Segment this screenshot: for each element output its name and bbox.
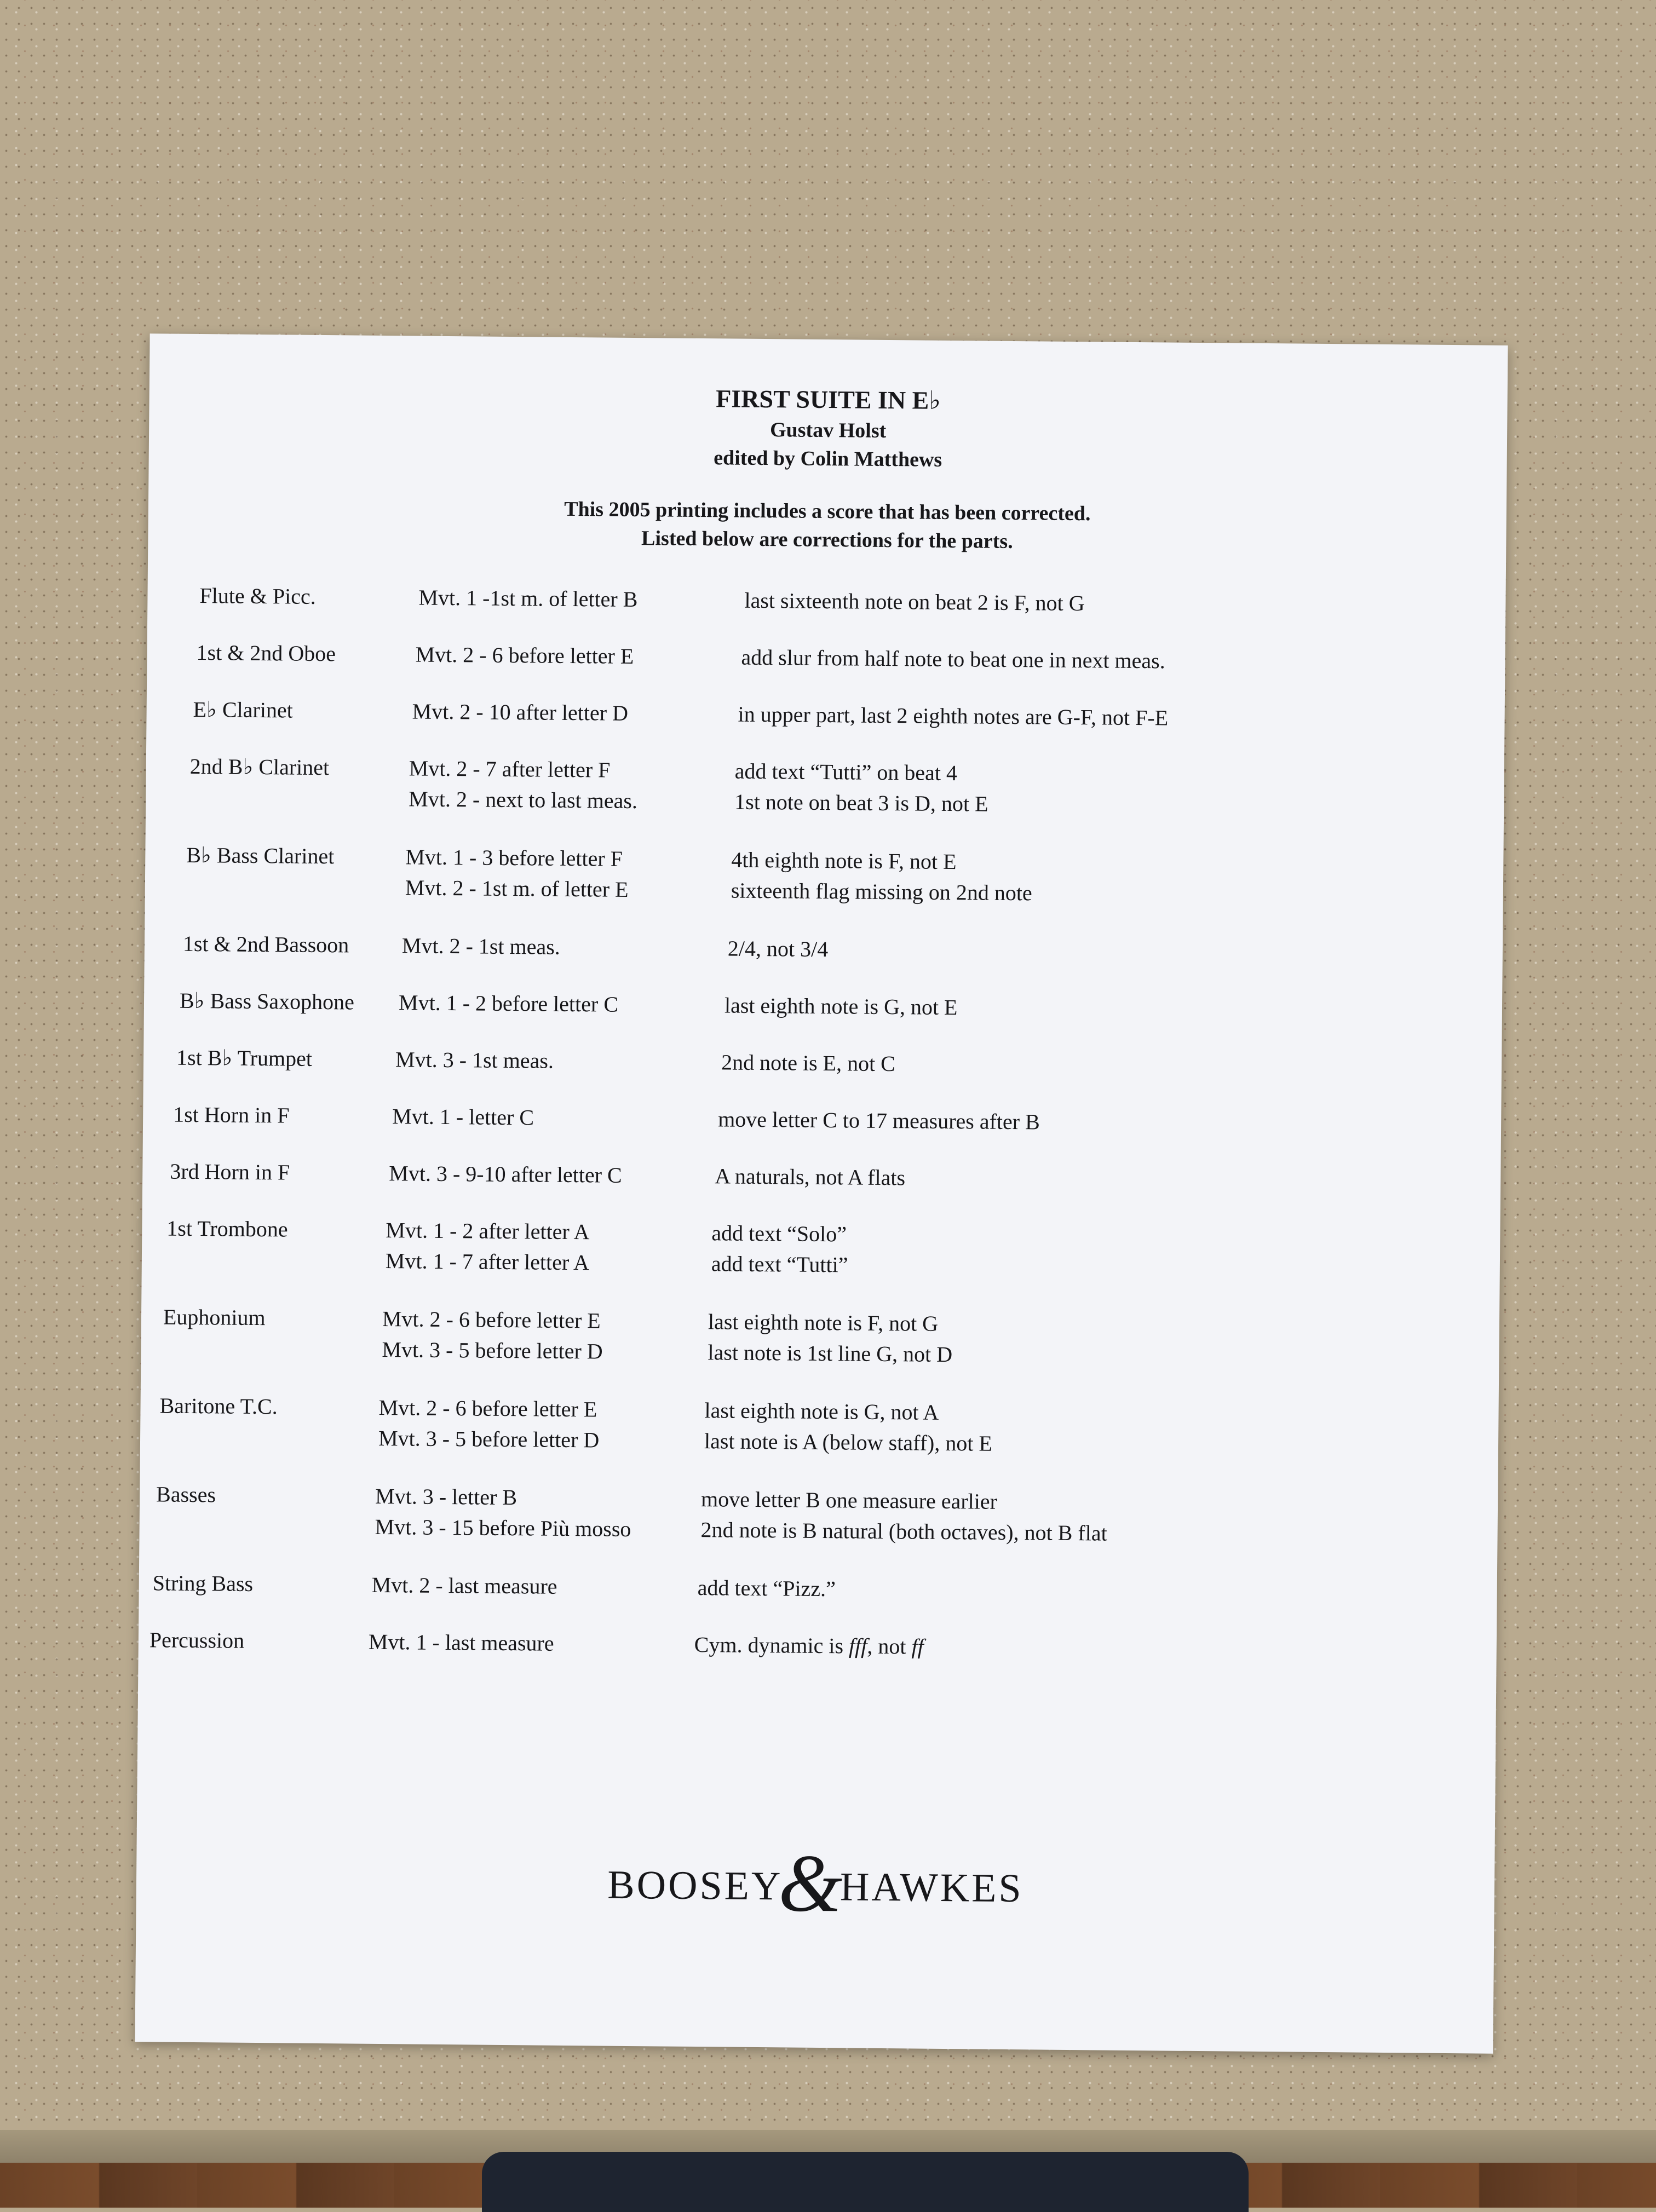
correction-cell — [694, 1629, 1439, 1667]
composer: Gustav Holst — [769, 418, 887, 442]
location-text: Mvt. 2 - 6 before letter E — [378, 1395, 597, 1422]
instrument-name: 1st & 2nd Oboe — [196, 640, 336, 666]
correction-text: 1st note on beat 3 is D, not E — [734, 789, 988, 816]
instrument-cell — [196, 637, 437, 670]
instrument-name: B♭ Bass Saxophone — [179, 988, 355, 1015]
table-row — [148, 580, 1506, 616]
table-row — [145, 928, 1503, 962]
correction-cell — [708, 1306, 1453, 1374]
notice — [148, 491, 1507, 560]
correction-cell — [734, 756, 1480, 824]
correction-cell — [721, 1047, 1466, 1084]
location-text: Mvt. 2 - 7 after letter F — [409, 756, 611, 782]
location-text: Mvt. 2 - last measure — [371, 1572, 557, 1599]
instrument-cell — [150, 1625, 390, 1657]
table-row — [144, 985, 1502, 1020]
correction-text: last sixteenth note on beat 2 is F, not G — [744, 587, 1085, 616]
correction-cell — [728, 933, 1473, 970]
logo-ampersand: & — [778, 1837, 845, 1929]
location-cell — [375, 1481, 715, 1545]
instrument-name: 1st B♭ Trumpet — [176, 1045, 313, 1071]
location-text: Mvt. 1 - 7 after letter A — [385, 1248, 590, 1275]
table-row — [143, 1156, 1501, 1190]
correction-text: last note is 1st line G, not D — [708, 1340, 953, 1367]
errata-sheet — [135, 333, 1508, 2054]
instrument-name: Flute & Picc. — [199, 583, 316, 609]
correction-text: last eighth note is G, not A — [704, 1398, 939, 1425]
location-text: Mvt. 1 - 3 before letter F — [405, 844, 623, 871]
location-text: Mvt. 1 -1st m. of letter B — [418, 585, 638, 612]
location-text: Mvt. 2 - 1st meas. — [401, 933, 560, 959]
instrument-name: Basses — [156, 1482, 216, 1507]
instrument-name: Baritone T.C. — [159, 1393, 278, 1419]
instrument-name: 1st Trombone — [166, 1216, 288, 1242]
correction-cell — [704, 1395, 1450, 1463]
instrument-cell — [193, 694, 434, 727]
location-text: Mvt. 1 - 2 before letter C — [398, 990, 619, 1017]
location-cell — [369, 1627, 708, 1660]
correction-text: add slur from half note to beat one in next meas. — [741, 644, 1165, 673]
location-text: Mvt. 2 - 6 before letter E — [382, 1306, 601, 1333]
correction-text: last eighth note is F, not G — [708, 1309, 939, 1336]
table-row — [147, 694, 1505, 730]
location-cell — [395, 1044, 735, 1078]
instrument-name: 1st & 2nd Bassoon — [182, 931, 349, 958]
instrument-cell — [180, 986, 421, 1018]
correction-cell — [711, 1218, 1457, 1286]
location-cell — [392, 1101, 732, 1134]
location-cell — [412, 696, 751, 729]
instrument-cell — [156, 1479, 397, 1512]
table-row — [141, 1390, 1499, 1456]
logo-boosey: BOOSEY — [607, 1862, 783, 1909]
correction-text: move letter C to 17 measures after B — [717, 1107, 1040, 1134]
correction-text: 2/4, not 3/4 — [727, 936, 829, 962]
table-row — [143, 1042, 1502, 1076]
instrument-cell — [186, 840, 427, 873]
instrument-name: String Bass — [152, 1570, 254, 1596]
correction-text: last eighth note is G, not E — [724, 993, 958, 1020]
instrument-cell — [163, 1302, 404, 1335]
correction-text: move letter B one measure earlier — [700, 1487, 998, 1514]
correction-cell — [697, 1572, 1442, 1610]
location-text: Mvt. 2 - 6 before letter E — [415, 642, 634, 669]
instrument-name: 3rd Horn in F — [170, 1159, 290, 1185]
location-text: Mvt. 2 - next to last meas. — [409, 786, 638, 814]
editor: edited by Colin Matthews — [714, 446, 942, 471]
instrument-name: B♭ Bass Clarinet — [186, 842, 335, 869]
table-row — [142, 1213, 1500, 1277]
table-row — [146, 839, 1504, 906]
location-text: Mvt. 3 - letter B — [375, 1483, 518, 1510]
instrument-name: Euphonium — [163, 1304, 266, 1330]
location-text: Mvt. 3 - 1st meas. — [395, 1047, 554, 1073]
table-row — [139, 1568, 1497, 1602]
correction-cell — [700, 1484, 1446, 1552]
correction-text: add text “Solo” — [711, 1220, 847, 1247]
correction-cell — [744, 585, 1489, 623]
correction-text: add text “Pizz.” — [697, 1575, 836, 1602]
location-text: Mvt. 3 - 15 before Più mosso — [375, 1514, 631, 1541]
shoe — [482, 2152, 1249, 2212]
correction-text: add text “Tutti” — [711, 1251, 848, 1277]
location-cell — [405, 842, 745, 906]
location-text: Mvt. 3 - 5 before letter D — [382, 1337, 603, 1364]
location-text: Mvt. 1 - last measure — [368, 1629, 554, 1656]
correction-text: sixteenth flag missing on 2nd note — [731, 878, 1032, 906]
instrument-name: E♭ Clarinet — [193, 696, 294, 723]
correction-cell — [731, 845, 1476, 913]
location-cell — [382, 1304, 722, 1368]
location-cell — [371, 1570, 711, 1603]
location-cell — [402, 930, 741, 964]
correction-text: add text “Tutti” on beat 4 — [734, 758, 958, 786]
correction-cell — [741, 642, 1486, 679]
location-text: Mvt. 3 - 5 before letter D — [378, 1425, 600, 1453]
table-row — [147, 637, 1505, 673]
correction-cell — [715, 1161, 1459, 1198]
instrument-cell — [190, 751, 431, 784]
table-row — [146, 751, 1504, 816]
logo-hawkes: HAWKES — [840, 1864, 1024, 1911]
instrument-cell — [170, 1156, 411, 1189]
instrument-cell — [199, 580, 440, 613]
instrument-cell — [176, 1042, 417, 1075]
instrument-name: 1st Horn in F — [173, 1102, 290, 1128]
correction-text: A naturals, not A flats — [715, 1163, 906, 1190]
instrument-cell — [183, 929, 424, 961]
location-cell — [415, 639, 755, 672]
location-text: Mvt. 1 - letter C — [392, 1104, 534, 1130]
location-text: Mvt. 1 - 2 after letter A — [386, 1218, 590, 1245]
instrument-cell — [159, 1390, 400, 1423]
correction-text: in upper part, last 2 eighth notes are G-F, not F-E — [738, 701, 1169, 730]
correction-text: last note is A (below staff), not E — [704, 1428, 993, 1456]
correction-cell — [725, 990, 1469, 1027]
correction-cell — [718, 1104, 1463, 1141]
table-row — [140, 1479, 1498, 1546]
location-text: Mvt. 2 - 1st m. of letter E — [405, 875, 629, 902]
notice-line-2: Listed below are corrections for the parts. — [641, 527, 1013, 554]
table-row — [143, 1099, 1501, 1134]
location-text: Mvt. 2 - 10 after letter D — [412, 699, 629, 725]
instrument-cell — [166, 1213, 407, 1246]
location-cell — [399, 987, 738, 1021]
publisher-logo — [136, 1837, 1494, 1929]
location-cell — [389, 1158, 728, 1191]
location-cell — [409, 753, 749, 817]
location-text: Mvt. 3 - 9-10 after letter C — [389, 1161, 622, 1188]
location-cell — [418, 583, 758, 616]
notice-line-1: This 2005 printing includes a score that has been corrected. — [564, 497, 1091, 526]
correction-text: 2nd note is E, not C — [721, 1050, 896, 1076]
correction-cell — [738, 699, 1482, 736]
table-row — [139, 1625, 1497, 1659]
sheet-header — [148, 377, 1508, 560]
page-title: FIRST SUITE IN E♭ — [716, 384, 941, 414]
instrument-cell — [153, 1568, 394, 1600]
instrument-name: Percussion — [149, 1627, 245, 1653]
instrument-name: 2nd B♭ Clarinet — [189, 753, 330, 780]
correction-text: Cym. dynamic is fff, not ff — [694, 1632, 924, 1659]
correction-text: 2nd note is B natural (both octaves), not B flat — [700, 1517, 1107, 1546]
location-cell — [386, 1215, 726, 1279]
location-cell — [378, 1392, 718, 1456]
corrections-table — [148, 580, 1506, 1659]
table-row — [141, 1301, 1499, 1367]
correction-text: 4th eighth note is F, not E — [731, 847, 957, 874]
instrument-cell — [173, 1099, 414, 1132]
